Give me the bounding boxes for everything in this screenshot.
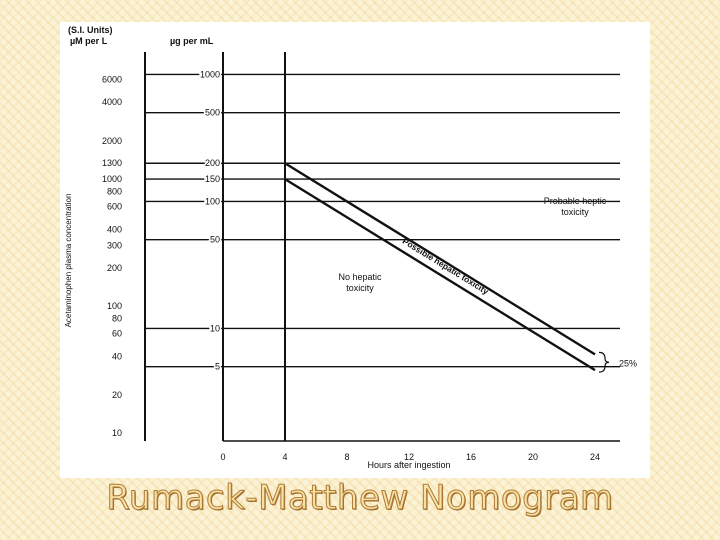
brace-icon xyxy=(599,352,609,372)
umol-tick-label: 6000 xyxy=(101,74,122,85)
probable-toxicity-label: toxicity xyxy=(561,207,589,217)
si-units-header: (S.I. Units) xyxy=(68,25,113,35)
ug-tick-label: 500 xyxy=(204,107,220,118)
umol-tick-label: 100 xyxy=(106,301,122,312)
umol-tick-label: 1000 xyxy=(101,174,122,185)
x-axis-label: Hours after ingestion xyxy=(367,460,451,470)
umol-tick-label: 4000 xyxy=(101,97,122,108)
ug-tick-label: 150 xyxy=(204,174,220,185)
x-tick-label: 4 xyxy=(282,452,288,462)
umol-tick-label: 300 xyxy=(106,240,122,251)
probable-toxicity-label: Probable heptic xyxy=(543,196,607,206)
ug-tick-label: 100 xyxy=(204,196,220,207)
umol-tick-label: 800 xyxy=(106,186,122,197)
ug-tick-label: 10 xyxy=(209,323,220,334)
percent-label: 25% xyxy=(619,358,638,369)
x-tick-label: 16 xyxy=(465,452,477,462)
ug-tick-label: 200 xyxy=(204,158,220,169)
umol-tick-label: 200 xyxy=(106,262,122,273)
slide-title: Rumack-Matthew Nomogram xyxy=(106,478,614,518)
lower-treatment-line xyxy=(285,179,595,370)
ug-tick-label: 5 xyxy=(214,361,220,372)
ug-tick-label: 1000 xyxy=(199,69,220,80)
ug-tick-label: 50 xyxy=(209,234,220,245)
x-tick-label: 0 xyxy=(220,452,226,462)
umol-tick-label: 10 xyxy=(111,428,122,439)
x-tick-label: 8 xyxy=(344,452,350,462)
band-label: Possible hepatic toxicity xyxy=(400,235,491,297)
x-tick-label: 20 xyxy=(527,452,539,462)
x-tick-label: 12 xyxy=(403,452,415,462)
umol-tick-label: 1300 xyxy=(101,158,122,169)
umol-header: µM per L xyxy=(70,36,108,46)
ug-header: µg per mL xyxy=(170,36,214,46)
no-toxicity-label: toxicity xyxy=(346,283,374,293)
umol-tick-label: 60 xyxy=(111,328,122,339)
x-tick-label: 24 xyxy=(589,452,601,462)
nomogram-svg xyxy=(60,22,650,478)
no-toxicity-label: No hepatic xyxy=(338,272,382,282)
umol-tick-label: 600 xyxy=(106,201,122,212)
umol-tick-label: 400 xyxy=(106,224,122,235)
umol-tick-label: 40 xyxy=(111,351,122,362)
nomogram-chart xyxy=(60,22,650,478)
umol-tick-label: 2000 xyxy=(101,135,122,146)
umol-tick-label: 80 xyxy=(111,313,122,324)
umol-tick-label: 20 xyxy=(111,389,122,400)
y-axis-label: Acetaminophen plasma concentration xyxy=(64,193,73,328)
